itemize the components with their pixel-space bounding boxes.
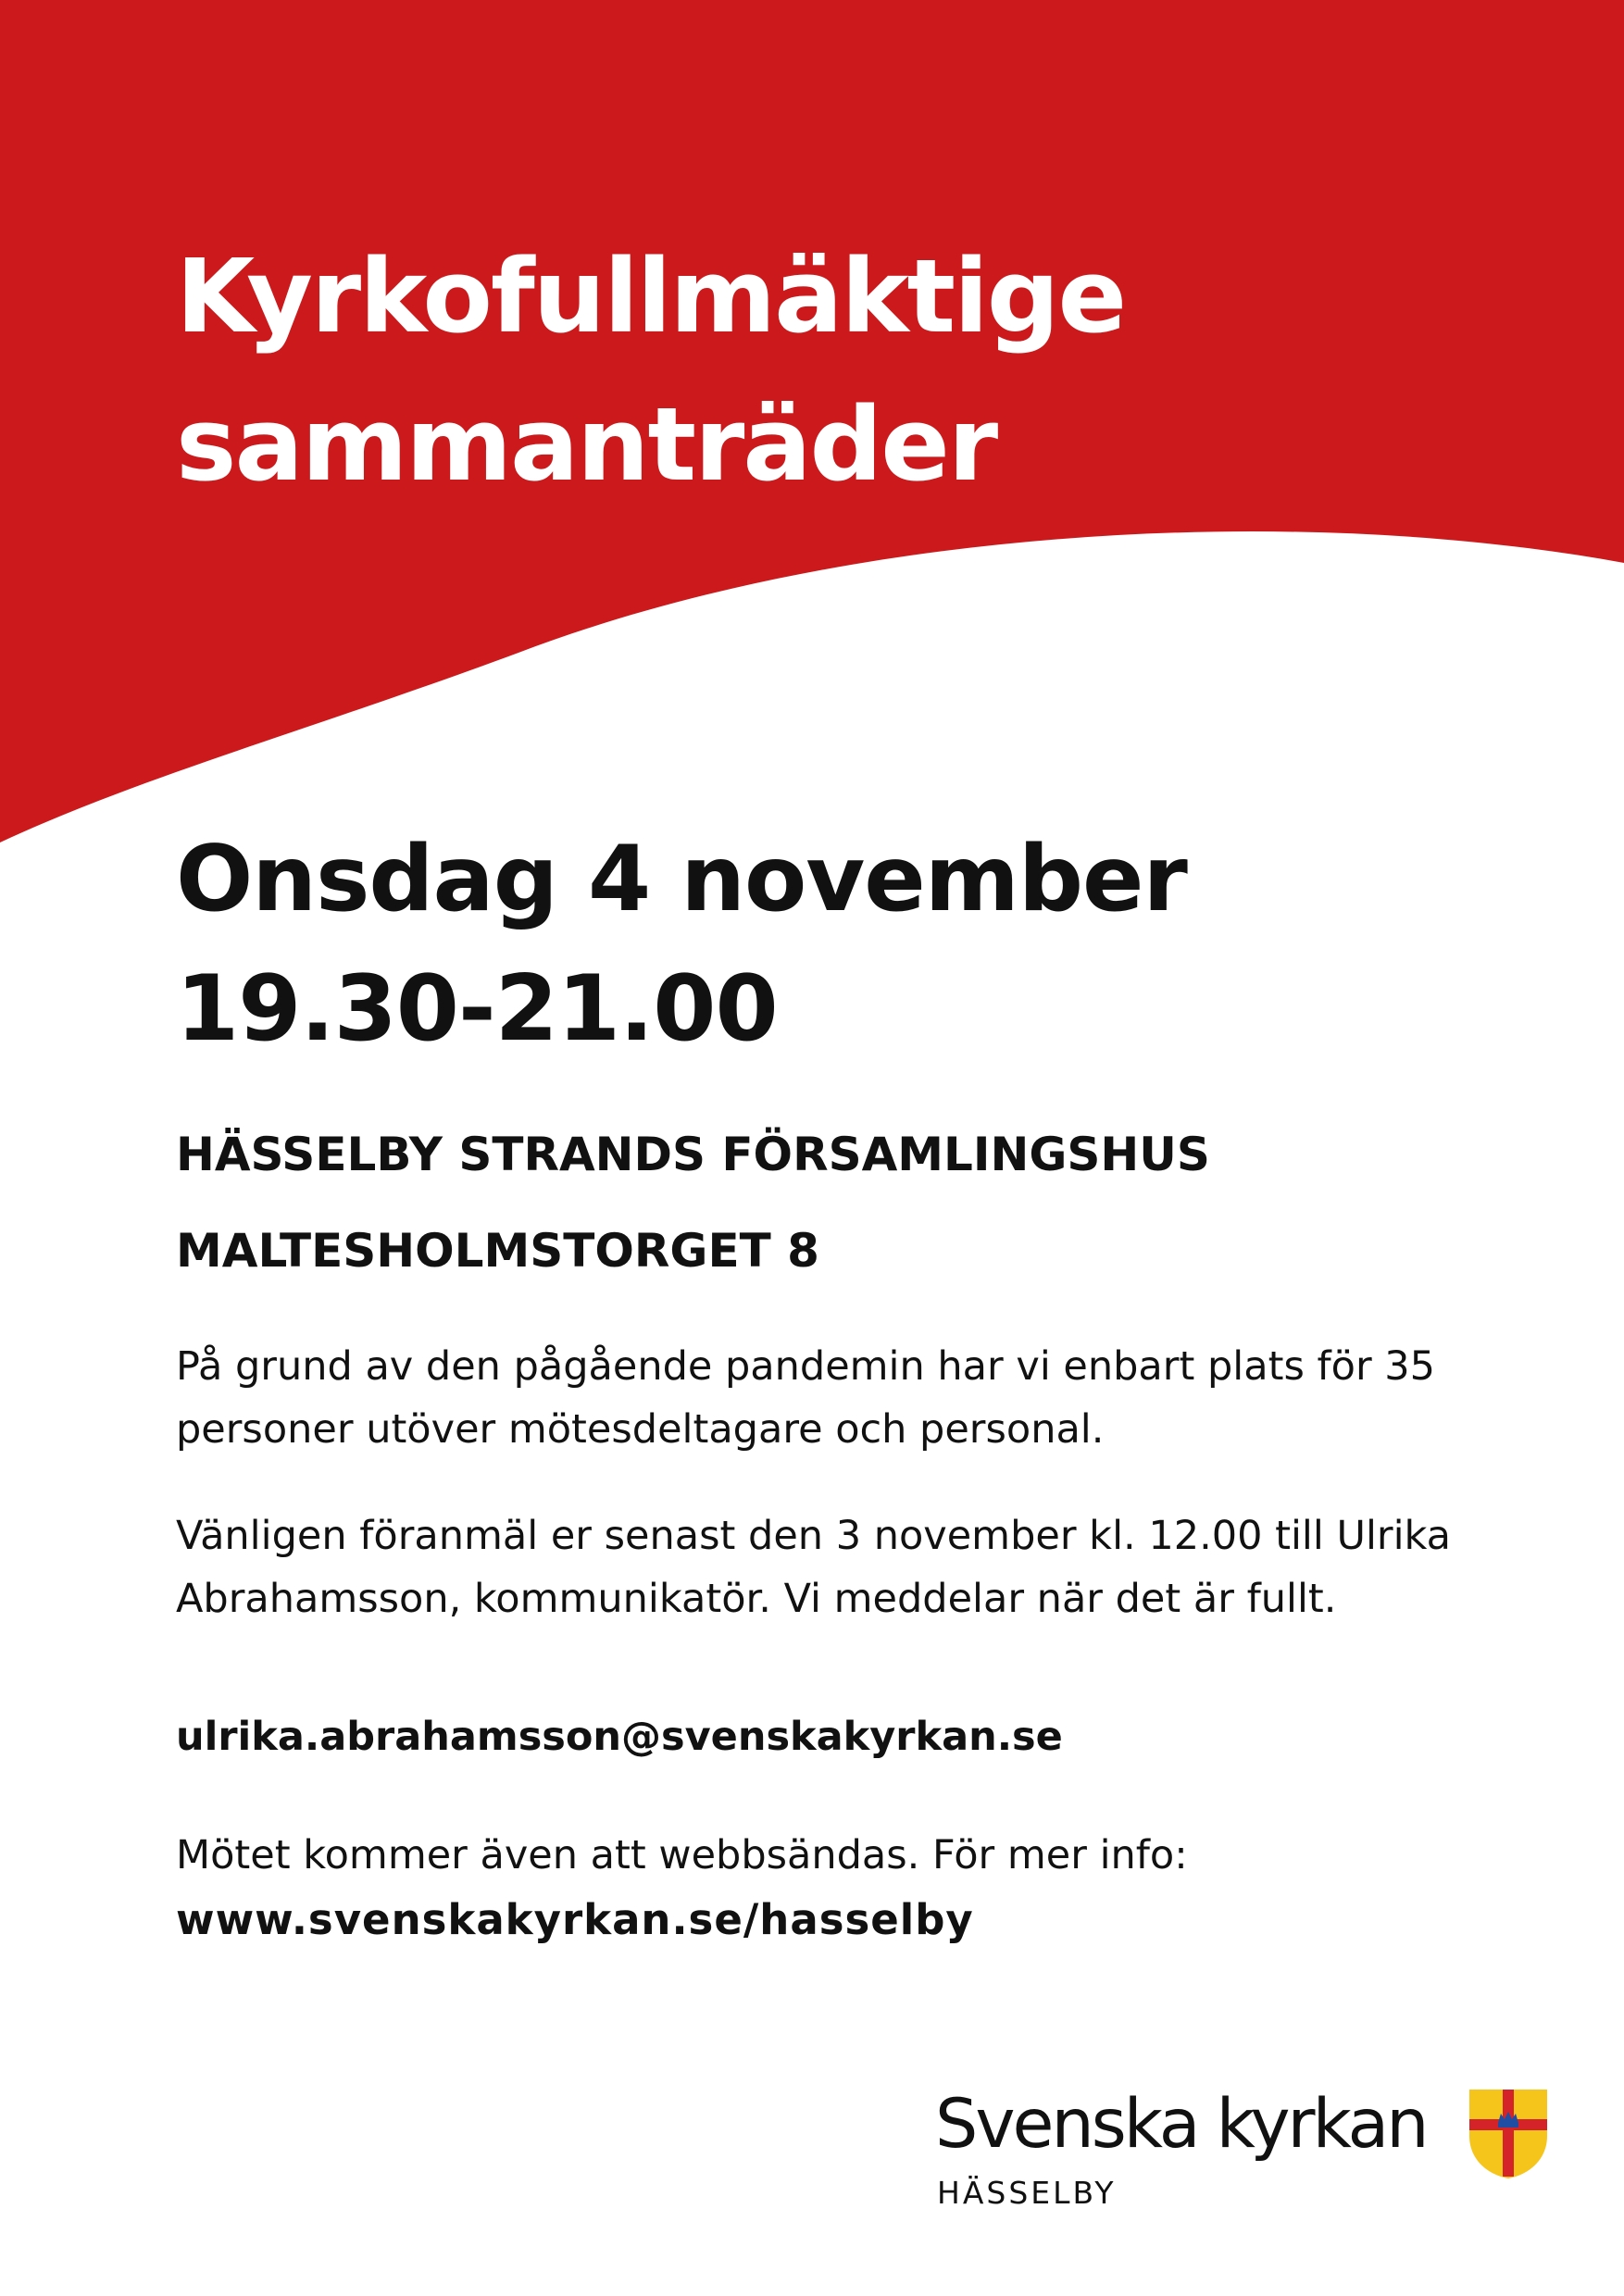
registration-notice: Vänligen föranmäl er senast den 3 november kl. 12.00 till Ulrika Abrahamsson, kommunikatör. Vi meddelar när det är fullt.: [176, 1513, 1452, 1622]
event-datetime: [176, 815, 1187, 1074]
webcast-notice: Mötet kommer även att webbsändas. För mer info:: [176, 1832, 1188, 1878]
contact-email-link[interactable]: ulrika.abrahamsson@svenskakyrkan.se: [176, 1714, 1063, 1760]
capacity-notice: På grund av den pågående pandemin har vi enbart plats för 35 personer utöver mötesdeltagare och personal.: [176, 1343, 1436, 1453]
venue-address: MALTESHOLMSTORGET 8: [176, 1224, 819, 1278]
logo-name: Svenska kyrkan: [935, 2085, 1427, 2164]
logo-subtitle: HÄSSELBY: [937, 2175, 1117, 2211]
page-title: [176, 222, 1125, 518]
title-line-1: Kyrkofullmäktige: [176, 237, 1126, 356]
venue-name: HÄSSELBY STRANDS FÖRSAMLINGSHUS: [176, 1128, 1210, 1181]
website-link[interactable]: www.svenskakyrkan.se/hasselby: [176, 1895, 974, 1944]
svenska-kyrkan-logo: [935, 2078, 1565, 2217]
title-line-2: sammanträder: [176, 385, 997, 504]
event-date: Onsdag 4 november: [176, 827, 1187, 932]
event-location: [176, 1106, 1210, 1299]
event-time: 19.30-21.00: [176, 956, 778, 1062]
church-shield-icon: [1468, 2088, 1549, 2180]
